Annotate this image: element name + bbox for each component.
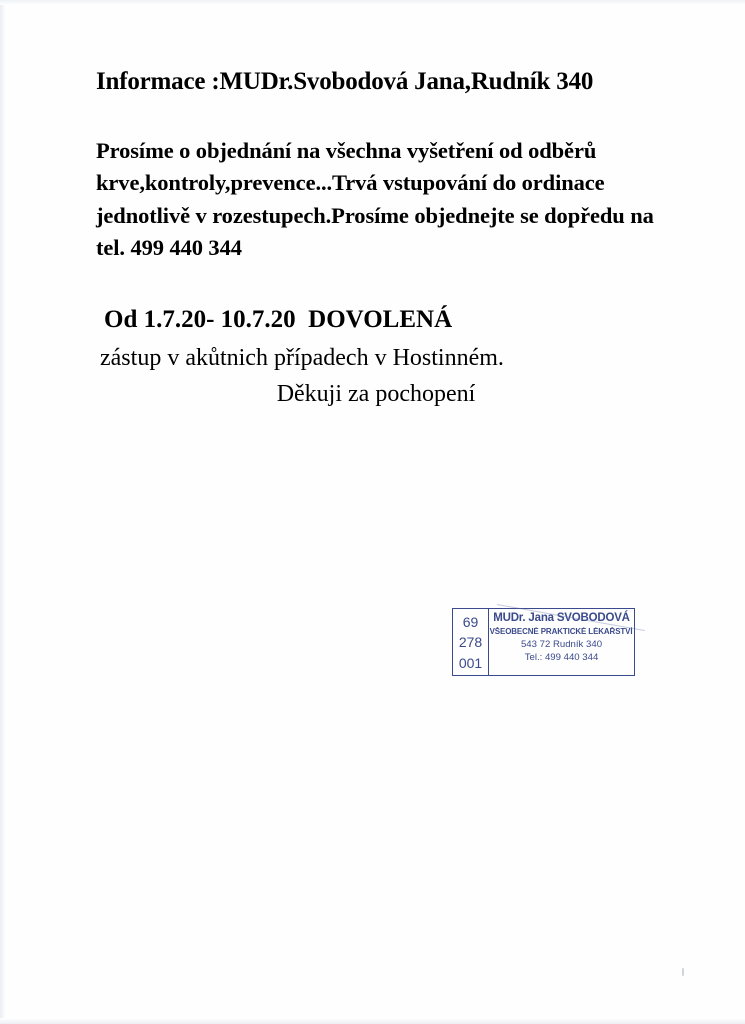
stamp-code-line-3: 001 bbox=[458, 654, 483, 671]
stamp-code-column bbox=[453, 609, 489, 675]
doctor-stamp bbox=[452, 608, 635, 676]
scan-edge-left bbox=[0, 0, 6, 1024]
stamp-address: 543 72 Rudník 340 bbox=[520, 638, 603, 650]
document-heading: Informace :MUDr.Svobodová Jana,Rudník 340 bbox=[96, 68, 594, 95]
thanks-line: Děkuji za pochopení bbox=[276, 381, 476, 407]
stamp-code-line-1: 69 bbox=[462, 614, 479, 631]
scan-edge-top bbox=[0, 0, 745, 5]
stamp-specialization: VŠEOBECNÉ PRAKTICKÉ LÉKAŘSTVÍ bbox=[490, 626, 633, 636]
stamp-details-column bbox=[489, 609, 634, 675]
document-body bbox=[96, 66, 696, 409]
stamp-doctor-name: MUDr. Jana SVOBODOVÁ bbox=[493, 612, 630, 624]
stamp-code-line-2: 278 bbox=[458, 634, 483, 651]
vacation-notice bbox=[96, 305, 696, 409]
scan-speck bbox=[682, 968, 684, 976]
scan-edge-bottom bbox=[0, 1018, 745, 1024]
stamp-phone: Tel.: 499 440 344 bbox=[524, 651, 599, 663]
vacation-dates-line: Od 1.7.20- 10.7.20 DOVOLENÁ bbox=[104, 306, 453, 333]
substitute-line: zástup v akůtnich případech v Hostinném. bbox=[100, 345, 504, 371]
instructions-paragraph: Prosíme o objednání na všechna vyšetření od odběrů krve,kontroly,prevence...Trvá vstupování do ordinace jednotlivě v rozestupech.Prosíme objednejte se dopředu na tel. 499 440 344 bbox=[96, 137, 654, 261]
